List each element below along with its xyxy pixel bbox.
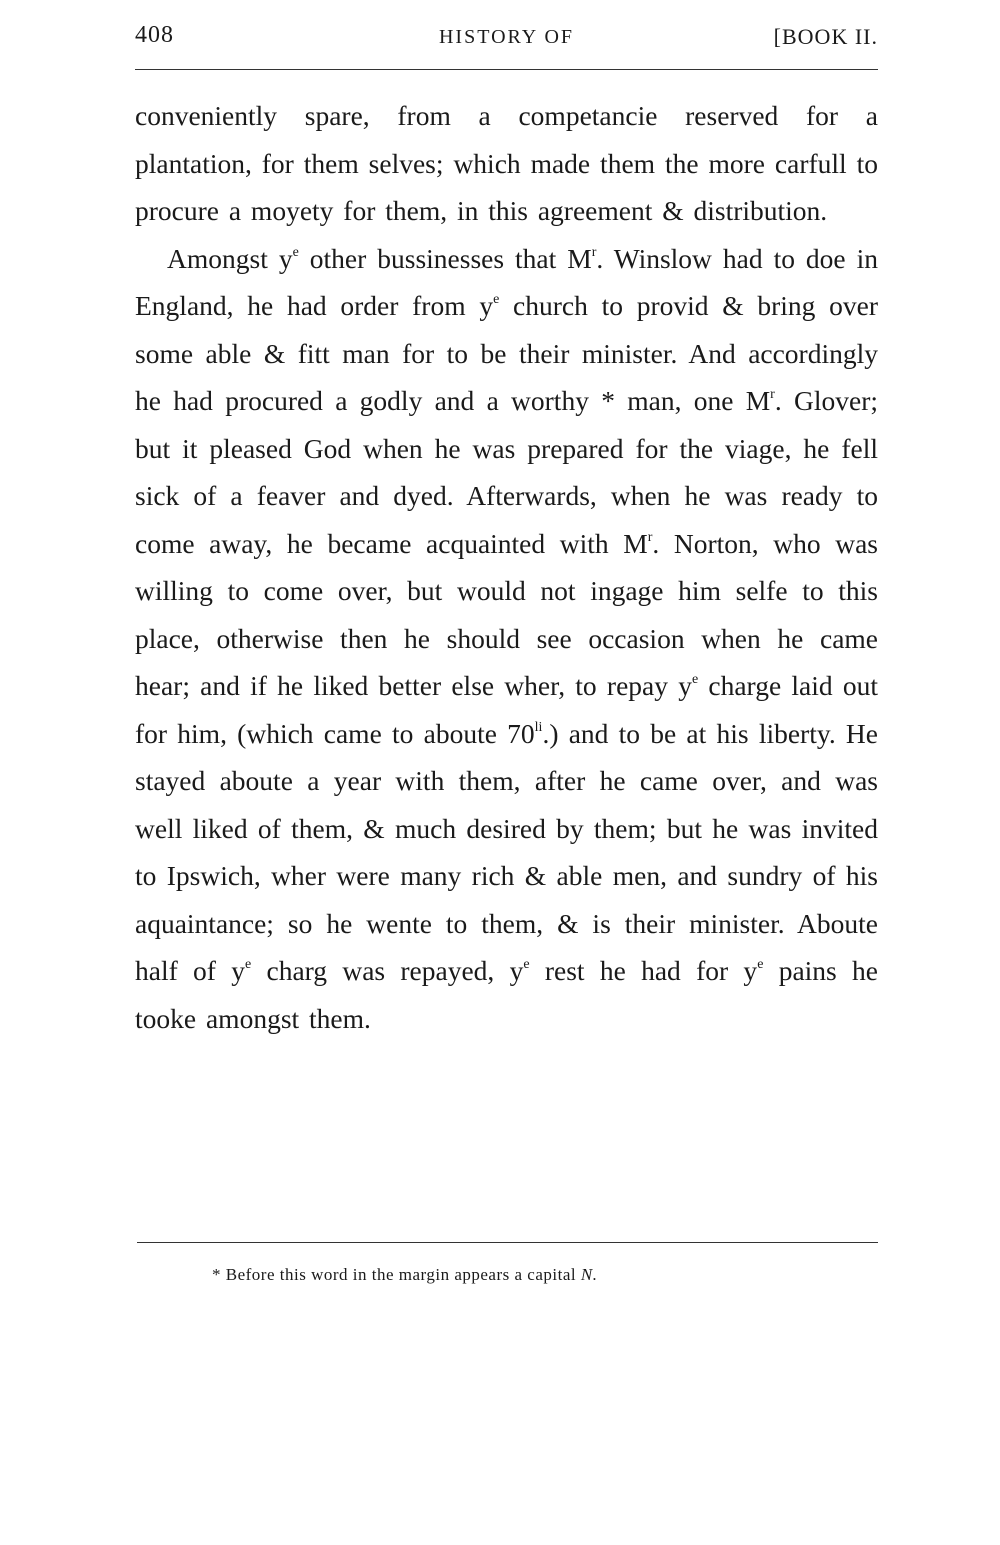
page-number: 408 — [135, 22, 174, 48]
superscript-abbreviation: r — [647, 529, 653, 545]
superscript-abbreviation: e — [523, 957, 530, 972]
body-text — [135, 92, 878, 1042]
footnote — [212, 1265, 597, 1285]
footnote-emphasis: N. — [580, 1265, 598, 1284]
paragraph-1 — [135, 92, 878, 235]
superscript-abbreviation: r — [770, 387, 775, 402]
superscript-abbreviation: e — [292, 244, 299, 260]
superscript-abbreviation: r — [591, 244, 597, 260]
text-run: charg was repayed, y — [251, 955, 524, 986]
running-head — [135, 16, 878, 56]
footnote-rule — [137, 1242, 878, 1243]
footnote-text: * Before this word in the margin appears a capital — [212, 1265, 581, 1284]
text-run: conveniently spare, from a competancie reserved for a plantation, for them selves; which made them the more carfull to procure a moyety for them, in this agreement & distribution. — [135, 100, 878, 226]
text-run: . Norton, who was willing to come over, but would not ingage him selfe to this place, otherwise then he should see occasion when he came hear; and if he liked better else wher, to repay y — [135, 527, 878, 701]
text-run: pains he tooke amongst them. — [135, 955, 878, 1034]
text-run: church to provid & bring over some able & fitt man for to be their minister. And accordingly he had procured a godly and a worthy * man, one M — [135, 290, 878, 416]
text-run: rest he had for y — [529, 955, 758, 986]
superscript-abbreviation: li — [534, 719, 543, 735]
text-run: . Glover; but it pleased God when he was prepared for the viage, he fell sick of a feaver and dyed. Afterwards, when he was ready to come away, he became acquainted with M — [135, 385, 878, 559]
header-rule — [135, 69, 878, 70]
superscript-abbreviation: e — [493, 292, 500, 307]
superscript-abbreviation: e — [244, 957, 252, 972]
text-run: other bussinesses that M — [298, 242, 592, 274]
text-run: . Winslow had to doe in England, he had order from y — [135, 242, 879, 321]
text-run: .) and to be at his liberty. He stayed aboute a year with them, after he came over, and was well liked of them, & much desired by them; but he was invited to Ipswich, wher were many rich & able men, and sundry of his aquaintance; so he wente to them, & is their minister. Aboute half of y — [135, 717, 878, 986]
paragraph-2 — [135, 235, 878, 1043]
text-run: Amongst y — [167, 242, 293, 274]
running-title: HISTORY OF — [438, 26, 575, 48]
superscript-abbreviation: e — [757, 957, 764, 972]
superscript-abbreviation: e — [691, 672, 699, 687]
text-run: charge laid out for him, (which came to aboute 70 — [135, 670, 878, 749]
book-label: [BOOK II. — [773, 24, 878, 49]
